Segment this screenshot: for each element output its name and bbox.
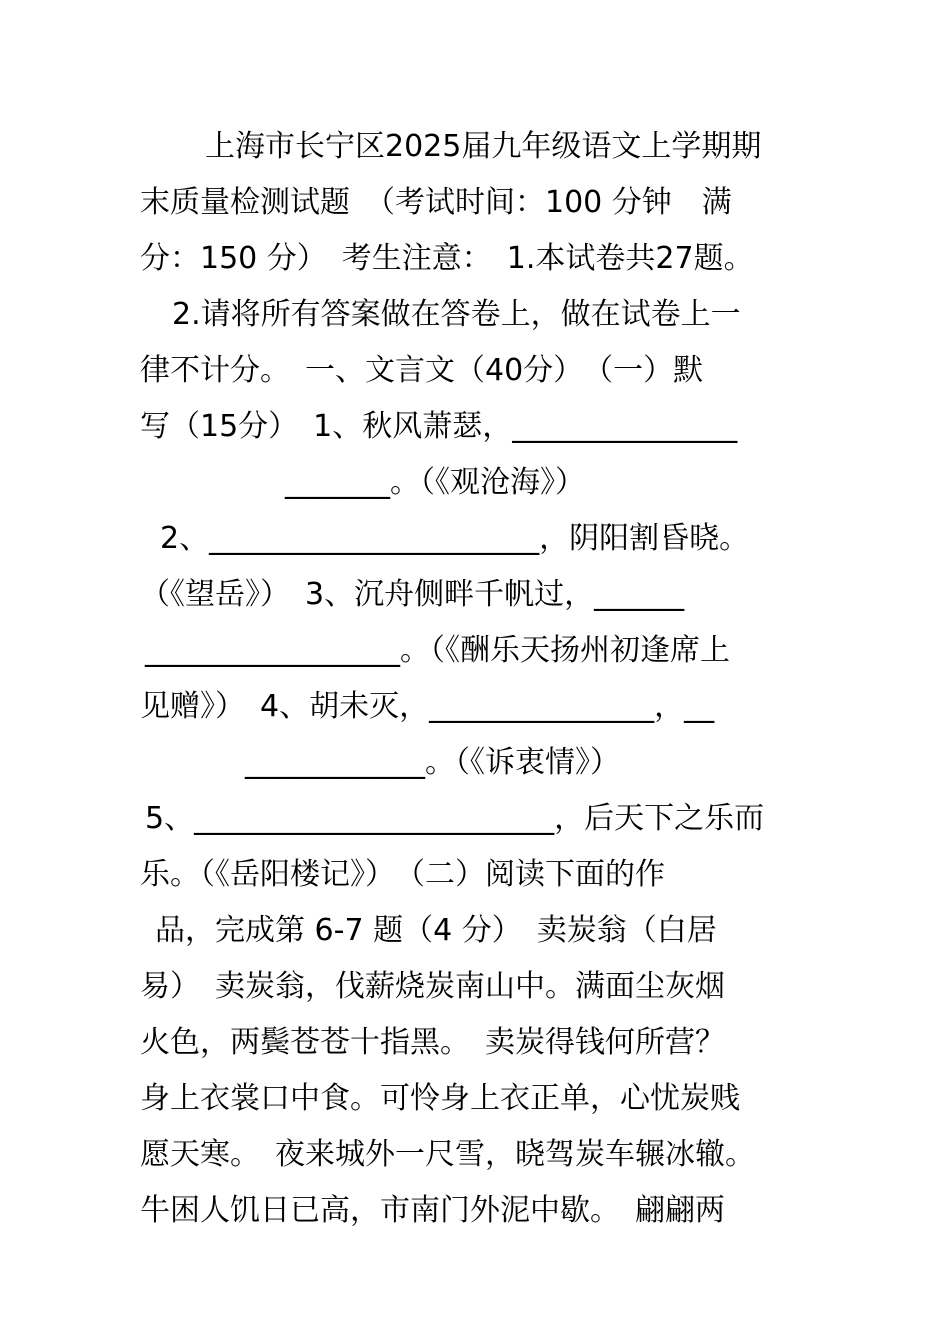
line-text: ____________。（《诉衷情》） — [245, 745, 620, 780]
line-text: 身上衣裳口中食。可怜身上衣正单，心忧炭贱 — [140, 1081, 740, 1116]
line-text: 分：150 分） 考生注意： 1.本试卷共27题。 — [140, 241, 754, 276]
text-line — [0, 1188, 950, 1234]
text-line — [0, 460, 950, 506]
text-line — [0, 348, 950, 394]
text-line — [0, 572, 950, 618]
line-text: 愿天寒。 夜来城外一尺雪，晓驾炭车辗冰辙。 — [140, 1137, 755, 1172]
text-line — [0, 404, 950, 450]
text-line — [0, 292, 950, 338]
line-text: 火色，两鬓苍苍十指黑。 卖炭得钱何所营？ — [140, 1025, 725, 1060]
text-line — [0, 1076, 950, 1122]
line-text: 乐。（《岳阳楼记》） （二）阅读下面的作 — [140, 857, 665, 892]
text-line — [0, 124, 950, 170]
text-line — [0, 1020, 950, 1066]
line-text: 写（15分） 1、秋风萧瑟，_______________ — [140, 409, 738, 444]
text-line — [0, 908, 950, 954]
text-line — [0, 684, 950, 730]
line-text: 上海市长宁区2025届九年级语文上学期期 — [205, 129, 762, 164]
line-text: 品，完成第 6-7 题（4 分） 卖炭翁（白居 — [155, 913, 717, 948]
line-text: 牛困人饥日已高，市南门外泥中歇。 翩翩两 — [140, 1193, 725, 1228]
line-text: 见赠》） 4、胡未灭，_______________，__ — [140, 689, 715, 724]
text-line — [0, 852, 950, 898]
line-text: 5、________________________，后天下之乐而 — [145, 801, 765, 836]
line-text: _________________。（《酬乐天扬州初逢席上 — [145, 633, 730, 668]
text-line — [0, 236, 950, 282]
line-text: 2.请将所有答案做在答卷上，做在试卷上一 — [172, 297, 741, 332]
line-text: 2、______________________，阴阳割昏晓。 — [160, 521, 750, 556]
text-line — [0, 1132, 950, 1178]
line-text: _______。（《观沧海》） — [285, 465, 585, 500]
text-line — [0, 796, 950, 842]
line-text: 律不计分。 一、文言文（40分） （一）默 — [140, 353, 704, 388]
line-text: （《望岳》） 3、沉舟侧畔千帆过，______ — [140, 577, 685, 612]
line-text: 末质量检测试题 （考试时间：100 分钟 满 — [140, 185, 732, 220]
text-line — [0, 628, 950, 674]
text-line — [0, 180, 950, 226]
text-line — [0, 740, 950, 786]
text-line — [0, 516, 950, 562]
text-line — [0, 964, 950, 1010]
line-text: 易） 卖炭翁，伐薪烧炭南山中。满面尘灰烟 — [140, 969, 725, 1004]
